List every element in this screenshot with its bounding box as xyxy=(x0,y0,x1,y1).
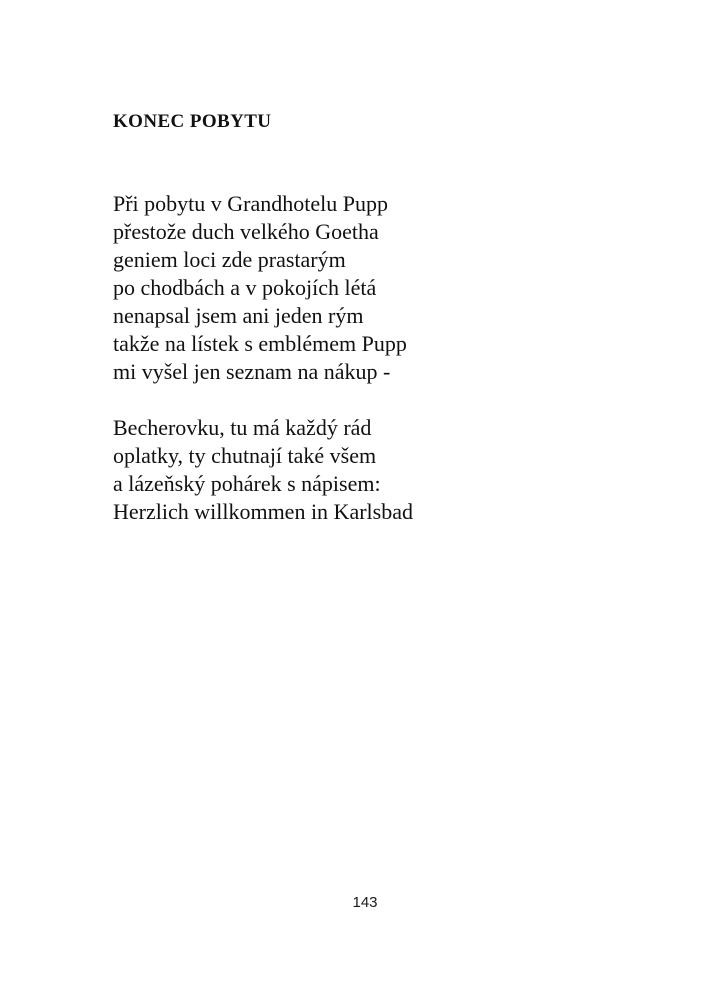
poem-line: po chodbách a v pokojích létá xyxy=(113,275,377,300)
poem-line: oplatky, ty chutnají také všem xyxy=(113,443,377,468)
poem-title: KONEC POBYTU xyxy=(113,111,272,132)
poem-line: takže na lístek s emblémem Pupp xyxy=(113,331,407,356)
poem-line: Při pobytu v Grandhotelu Pupp xyxy=(113,191,388,216)
poem-line: geniem loci zde prastarým xyxy=(113,247,346,272)
poem-line: přestože duch velkého Goetha xyxy=(113,219,379,244)
stanza-2 xyxy=(113,414,583,526)
poem-line: mi vyšel jen seznam na nákup - xyxy=(113,359,391,384)
poem-line: a lázeňský pohárek s nápisem: xyxy=(113,471,381,496)
stanza-1 xyxy=(113,190,583,386)
poem-line: Herzlich willkommen in Karlsbad xyxy=(113,499,413,524)
poem-line: nenapsal jsem ani jeden rým xyxy=(113,303,364,328)
page-number: 143 xyxy=(352,894,378,911)
poem-body xyxy=(113,190,583,526)
poem-line: Becherovku, tu má každý rád xyxy=(113,415,372,440)
